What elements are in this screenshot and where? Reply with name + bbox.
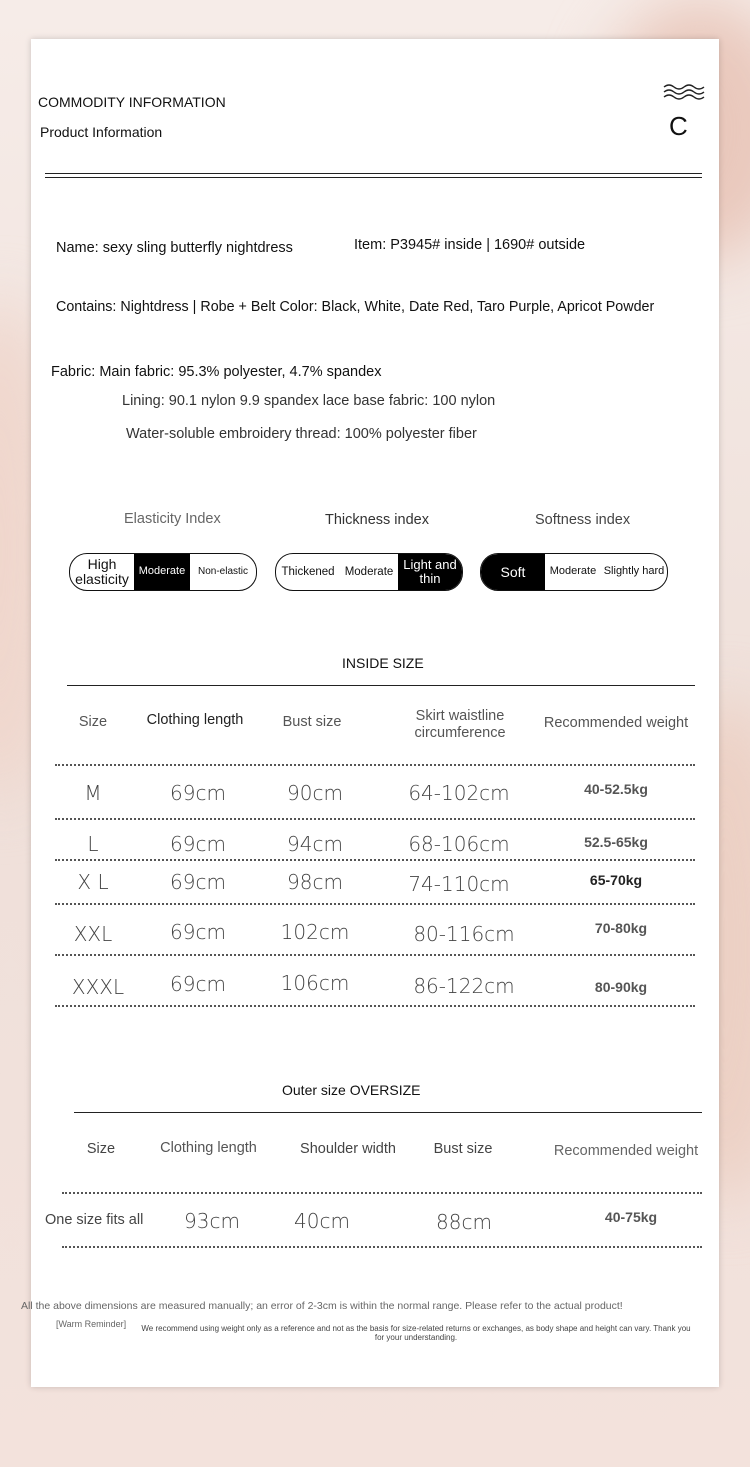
inside-row-xxl-size: XXL (73, 922, 113, 946)
row-divider (55, 954, 695, 956)
outer-size-rule (74, 1112, 702, 1113)
inside-row-xxxl-length: 69cm (170, 972, 226, 996)
inside-row-xxxl-waist: 86-122cm (413, 974, 515, 998)
inside-row-m-bust: 90cm (287, 781, 343, 805)
inside-row-xxl-weight: 70-80kg (594, 920, 648, 936)
outer-header-length: Clothing length (160, 1140, 257, 1156)
outer-row-shoulder: 40cm (294, 1209, 350, 1233)
inside-row-l-weight: 52.5-65kg (584, 834, 648, 850)
product-contains: Contains: Nightdress | Robe + Belt Color: Black, White, Date Red, Taro Purple, Apricot Powder (56, 299, 655, 315)
product-item: Item: P3945# inside | 1690# outside (354, 237, 586, 253)
row-divider (55, 859, 695, 861)
thickness-option-light: Light and thin (398, 554, 462, 590)
row-divider (62, 1192, 702, 1194)
elasticity-option-high: High elasticity (75, 556, 129, 587)
outer-header-weight: Recommended weight (553, 1143, 699, 1159)
inside-row-xl-length: 69cm (170, 870, 226, 894)
softness-option-moderate: Moderate (549, 565, 597, 578)
outer-row-size: One size fits all (45, 1212, 144, 1228)
elasticity-index-scale (69, 553, 257, 591)
row-divider (55, 764, 695, 766)
inside-row-m-size: M (84, 781, 102, 805)
thickness-option-moderate: Moderate (344, 565, 394, 578)
inside-row-l-length: 69cm (170, 832, 226, 856)
inside-row-m-weight: 40-52.5kg (584, 781, 648, 797)
thickness-option-thickened: Thickened (281, 565, 335, 578)
inside-row-l-size: L (87, 832, 99, 856)
inside-row-xxl-waist: 80-116cm (413, 922, 515, 946)
inside-size-title: INSIDE SIZE (342, 655, 424, 671)
inside-row-xxxl-weight: 80-90kg (594, 979, 648, 995)
inside-row-xl-bust: 98cm (287, 870, 343, 894)
product-lining: Lining: 90.1 nylon 9.9 spandex lace base fabric: 100 nylon (122, 393, 496, 409)
row-divider (62, 1246, 702, 1248)
inside-row-xl-weight: 65-70kg (589, 872, 643, 888)
inside-row-xl-size: X L (77, 870, 109, 894)
thickness-index-scale (275, 553, 463, 591)
waves-icon (663, 83, 705, 101)
row-divider (55, 1005, 695, 1007)
product-fabric: Fabric: Main fabric: 95.3% polyester, 4.7% spandex (51, 364, 382, 380)
inside-row-xxxl-bust: 106cm (280, 971, 350, 995)
inside-size-rule (67, 685, 695, 686)
inside-row-m-waist: 64-102cm (408, 781, 510, 805)
outer-header-shoulder: Shoulder width (300, 1141, 396, 1157)
inside-row-xxxl-size: XXXL (71, 975, 125, 999)
elasticity-option-non-elastic: Non-elastic (197, 565, 249, 577)
outer-header-size: Size (86, 1141, 116, 1157)
softness-index-title: Softness index (535, 512, 631, 528)
softness-option-slightly-hard: Slightly hard (603, 565, 665, 578)
product-thread: Water-soluble embroidery thread: 100% polyester fiber (126, 426, 477, 442)
product-name: Name: sexy sling butterfly nightdress (56, 240, 293, 256)
softness-option-soft: Soft (481, 554, 545, 590)
warm-reminder-text: We recommend using weight only as a reference and not as the basis for size-related returns or exchanges, as body shape and height can vary. Thank you for your understanding. (141, 1324, 691, 1342)
inside-header-weight: Recommended weight (543, 715, 689, 731)
inside-row-xxl-bust: 102cm (280, 920, 350, 944)
outer-row-weight: 40-75kg (604, 1209, 658, 1225)
measurement-note: All the above dimensions are measured manually; an error of 2-3cm is within the normal range. Please refer to the actual product! (21, 1300, 623, 1312)
outer-row-bust: 88cm (436, 1210, 492, 1234)
header-divider (45, 177, 702, 178)
outer-row-length: 93cm (184, 1209, 240, 1233)
elasticity-index-title: Elasticity Index (124, 511, 221, 527)
inside-row-l-waist: 68-106cm (408, 832, 510, 856)
row-divider (55, 818, 695, 820)
inside-header-size: Size (78, 714, 108, 730)
inside-header-length: Clothing length (146, 712, 244, 728)
warm-reminder-label: [Warm Reminder] (56, 1319, 127, 1329)
row-divider (55, 903, 695, 905)
softness-index-scale (480, 553, 668, 591)
outer-header-bust: Bust size (433, 1141, 493, 1157)
inside-row-l-bust: 94cm (287, 832, 343, 856)
thickness-index-title: Thickness index (325, 512, 429, 528)
brand-logo: C (669, 111, 688, 141)
header-divider (45, 173, 702, 174)
inside-header-bust: Bust size (282, 714, 342, 730)
inside-row-m-length: 69cm (170, 781, 226, 805)
info-card (21, 39, 719, 1387)
header-title: COMMODITY INFORMATION (38, 94, 226, 110)
inside-header-waist: Skirt waistline circumference (414, 708, 506, 741)
elasticity-option-moderate: Moderate (134, 554, 190, 590)
header-subtitle: Product Information (40, 124, 163, 140)
inside-row-xl-waist: 74-110cm (408, 872, 510, 896)
outer-size-title: Outer size OVERSIZE (282, 1082, 421, 1098)
inside-row-xxl-length: 69cm (170, 920, 226, 944)
